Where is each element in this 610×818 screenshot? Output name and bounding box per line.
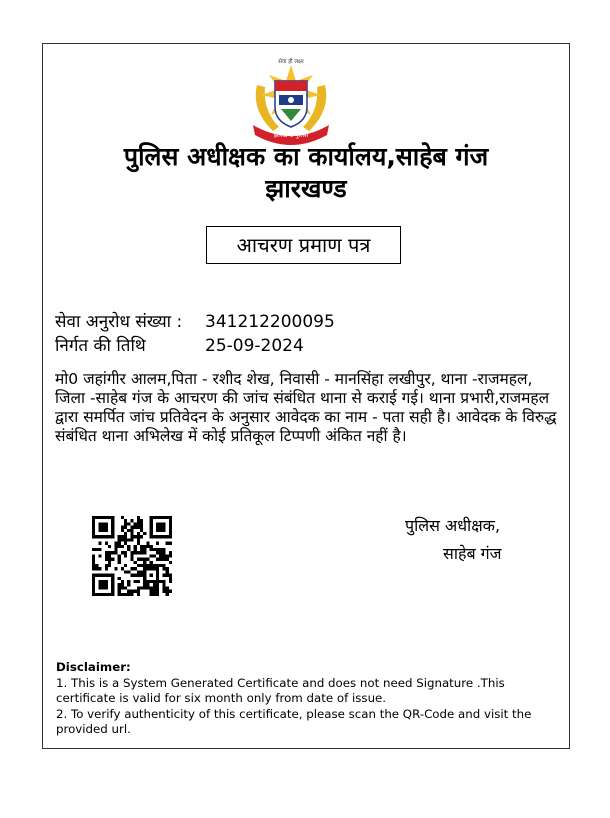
request-number-label: सेवा अनुरोध संख्या : bbox=[55, 312, 183, 332]
qr-code[interactable] bbox=[92, 516, 172, 596]
disclaimer-title: Disclaimer: bbox=[56, 660, 131, 674]
signatory-location: साहेब गंज bbox=[443, 544, 502, 563]
emblem-motto: सेवा ही लक्ष्य bbox=[278, 59, 304, 65]
issue-date-row bbox=[55, 335, 304, 357]
office-title: पुलिस अधीक्षक का कार्यालय,साहेब गंज bbox=[123, 142, 489, 171]
verification-text: मो0 जहांगीर आलम,पिता - रशीद शेख, निवासी - मानसिंहा लखीपुर, थाना -राजमहल, जिला -साहेब गंज के आचरण की जांच संबंधित थाना से कराई गई। थाना प्रभारी,राजमहल द्वारा समर्पित जांच प्रतिवेदन के अनुसार आवेदक का नाम - पता सही है। आवेदक के विरुद्ध संबंधित थाना अभिलेख में कोई प्रतिकूल टिप्पणी अंकित नहीं है। bbox=[55, 370, 557, 445]
certificate-title: आचरण प्रमाण पत्र bbox=[206, 226, 401, 264]
signatory-title: पुलिस अधीक्षक, bbox=[405, 516, 501, 535]
issue-date-value: 25-09-2024 bbox=[205, 336, 304, 356]
request-number-value: 341212200095 bbox=[205, 312, 335, 332]
request-number-row bbox=[55, 311, 335, 333]
disclaimer-line-2: 2. To verify authenticity of this certificate, please scan the QR-Code and visit the provided url. bbox=[56, 706, 532, 736]
issue-date-label: निर्गत की तिथि bbox=[55, 336, 146, 356]
disclaimer bbox=[56, 660, 556, 738]
jharkhand-police-emblem bbox=[243, 55, 339, 147]
disclaimer-line-1: 1. This is a System Generated Certificate and does not need Signature .This certificate is valid for six month only from date of issue. bbox=[56, 675, 505, 705]
state-title: झारखण्ड bbox=[265, 174, 347, 203]
emblem-ribbon-text: झारखण्ड पुलिस bbox=[273, 132, 309, 139]
